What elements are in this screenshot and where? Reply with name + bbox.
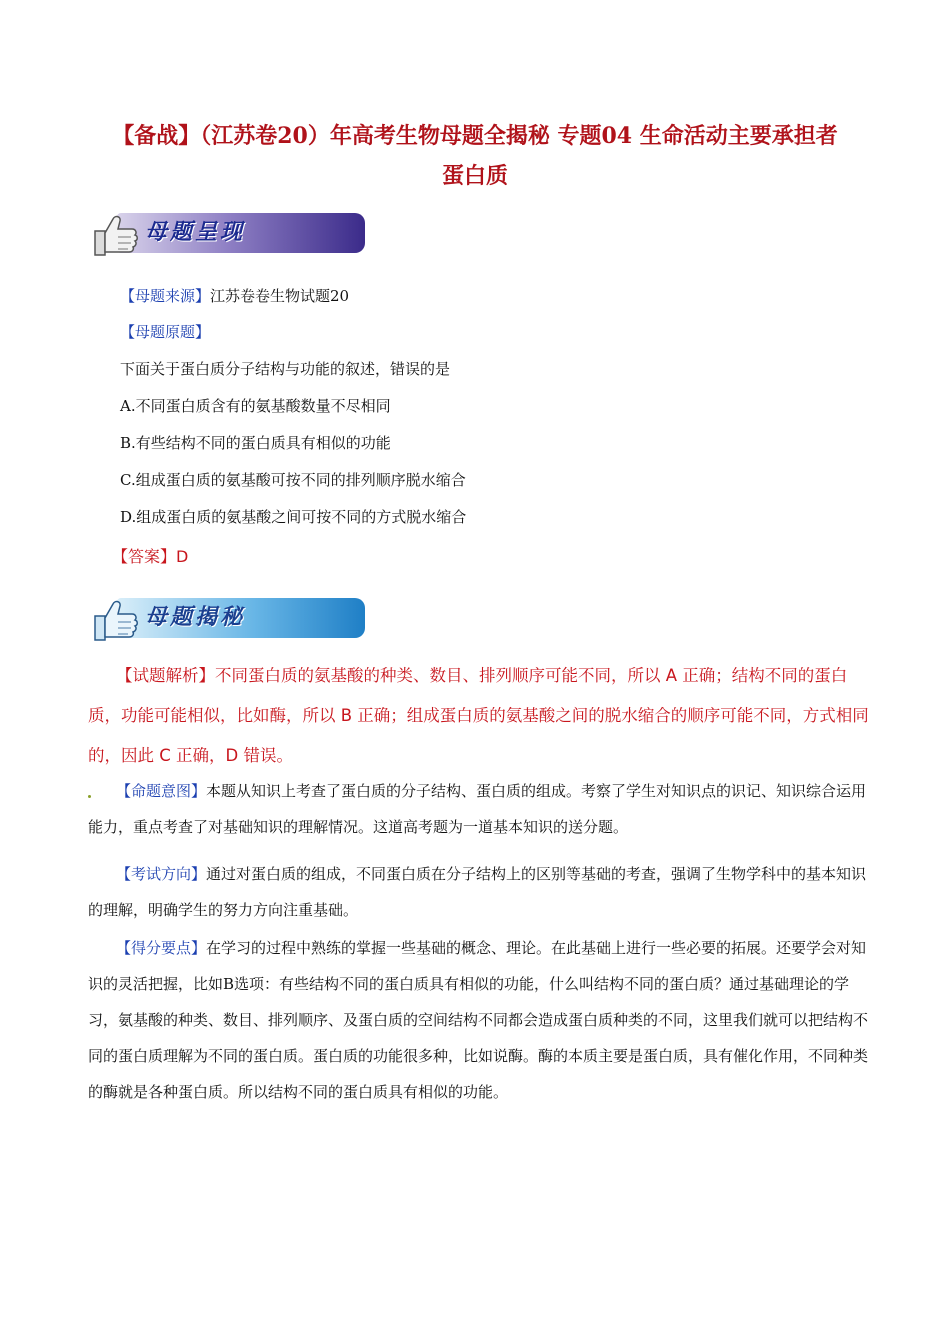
title-line-1: 【备战】（江苏卷20）年高考生物母题全揭秘 专题04 生命活动主要承担者 <box>112 123 838 149</box>
keypoints-paragraph <box>88 930 878 1110</box>
title-line-2: 蛋白质 <box>441 163 508 189</box>
intent-text: 本题从知识上考查了蛋白质的分子结构、蛋白质的组成。考察了学生对知识点的识记、知识综合运用能力，重点考查了对基础知识的理解情况。这道高考题为一道基本知识的送分题。 <box>88 782 867 836</box>
direction-paragraph <box>88 856 878 928</box>
option-b: B.有些结构不同的蛋白质具有相似的功能 <box>120 434 391 452</box>
question-label-row <box>120 321 210 343</box>
question-stem: 下面关于蛋白质分子结构与功能的叙述，错误的是 <box>120 360 451 378</box>
document-title <box>60 116 890 196</box>
answer-label: 【答案】 <box>112 547 177 566</box>
keypoints-label: 【得分要点】 <box>116 939 207 957</box>
source-label: 【母题来源】 <box>120 287 211 305</box>
thumbs-up-icon <box>87 590 147 646</box>
section-banner-analysis <box>87 590 365 642</box>
analysis-label: 【试题解析】 <box>116 666 215 685</box>
option-c: C.组成蛋白质的氨基酸可按不同的排列顺序脱水缩合 <box>120 471 466 489</box>
analysis-text: 不同蛋白质的氨基酸的种类、数目、排列顺序可能不同，所以 A 正确；结构不同的蛋白质，功能可能相似，比如酶，所以 B 正确；组成蛋白质的氨基酸之间的脱水缩合的顺序可能不同，方式相同的，因此 C 正确，D 错误。 <box>88 666 869 765</box>
section-banner-presentation <box>87 205 365 257</box>
banner-label: 母题呈现 <box>145 219 246 245</box>
analysis-paragraph <box>88 656 878 776</box>
source-row <box>120 285 349 307</box>
answer-value: D <box>176 547 189 566</box>
option-a: A.不同蛋白质含有的氨基酸数量不尽相同 <box>120 397 391 415</box>
answer-row <box>112 546 188 568</box>
intent-paragraph <box>88 773 878 845</box>
question-label: 【母题原题】 <box>120 323 211 341</box>
keypoints-text: 在学习的过程中熟练的掌握一些基础的概念、理论。在此基础上进行一些必要的拓展。还要学会对知识的灵活把握，比如B选项：有些结构不同的蛋白质具有相似的功能，什么叫结构不同的蛋白质？通过基础理论的学习，氨基酸的种类、数目、排列顺序、及蛋白质的空间结构不同都会造成蛋白质种类的不同，这里我们就可以把结构不同的蛋白质理解为不同的蛋白质。蛋白质的功能很多种，比如说酶。酶的本质主要是蛋白质，具有催化作用，不同种类的酶就是各种蛋白质。所以结构不同的蛋白质具有相似的功能。 <box>88 939 869 1101</box>
thumbs-up-icon <box>87 205 147 261</box>
direction-text: 通过对蛋白质的组成，不同蛋白质在分子结构上的区别等基础的考查，强调了生物学科中的基本知识的理解，明确学生的努力方向注重基础。 <box>88 865 867 919</box>
direction-label: 【考试方向】 <box>116 865 207 883</box>
source-value: 江苏卷卷生物试题20 <box>210 287 350 305</box>
option-d: D.组成蛋白质的氨基酸之间可按不同的方式脱水缩合 <box>120 508 467 526</box>
intent-label: 【命题意图】 <box>116 782 207 800</box>
banner-label: 母题揭秘 <box>145 604 246 630</box>
